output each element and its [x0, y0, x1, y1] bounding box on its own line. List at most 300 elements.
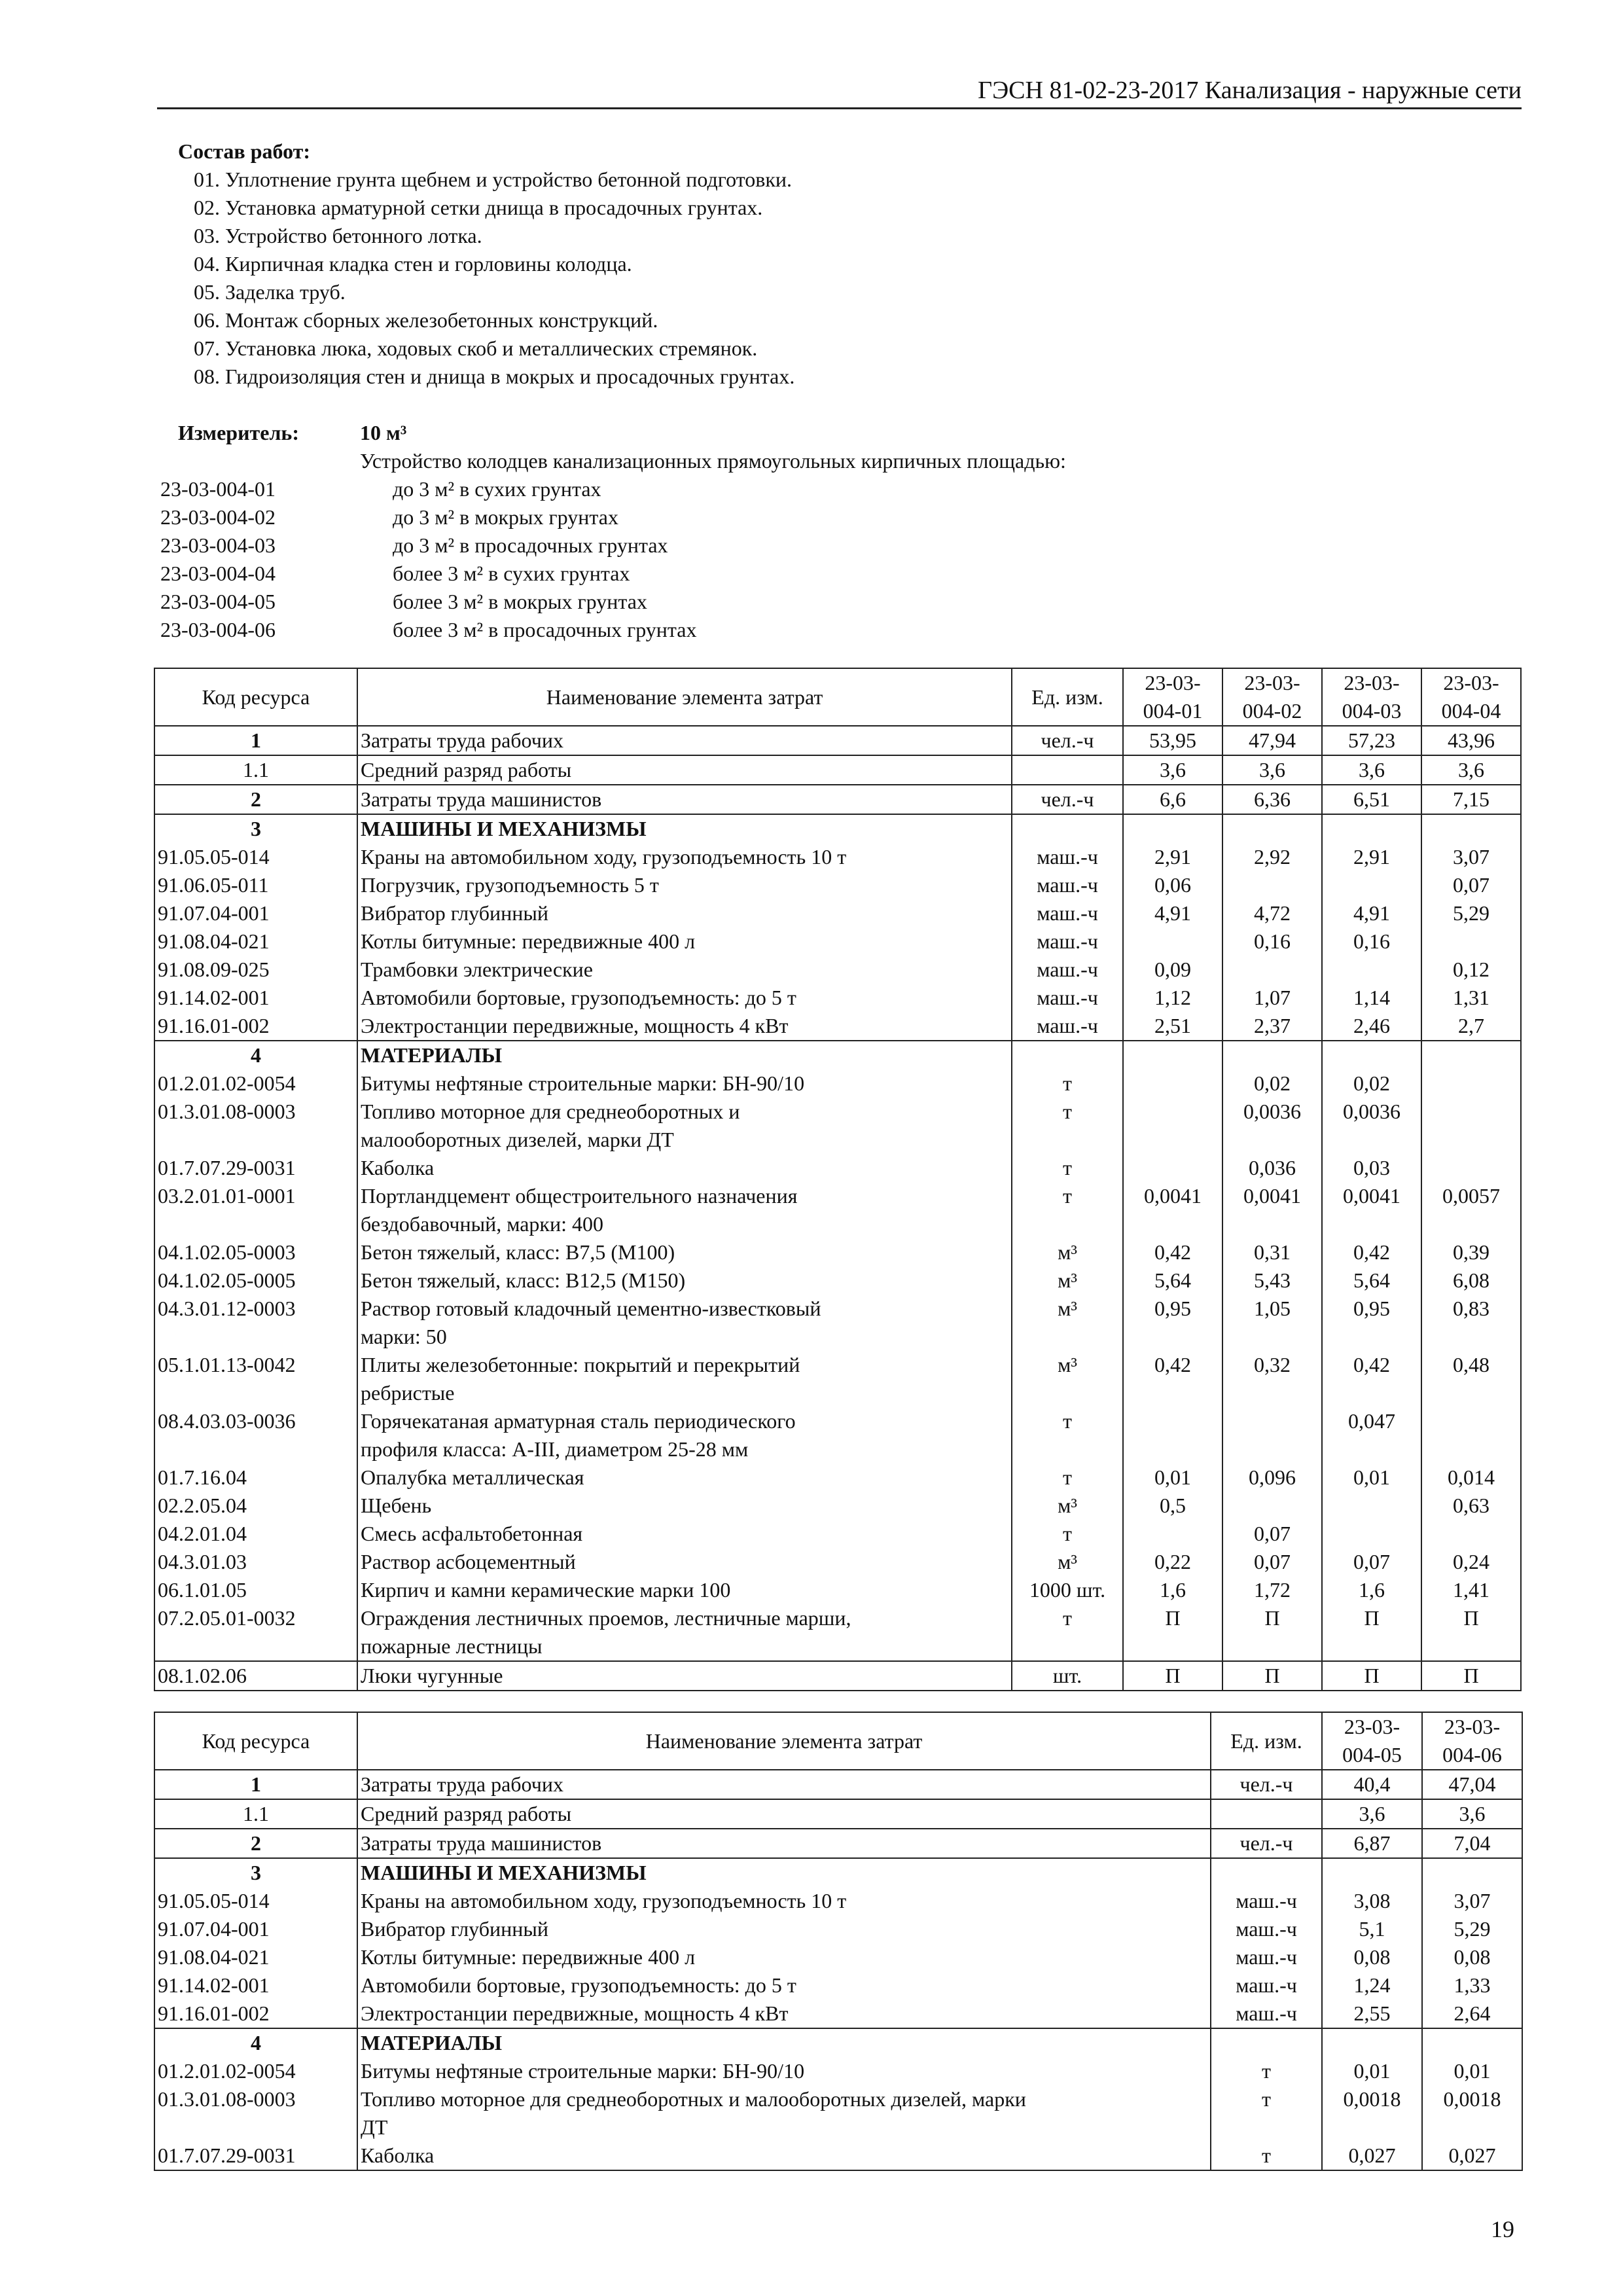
cell-code: 91.08.04-021 [154, 927, 357, 956]
cell-name: Затраты труда машинистов [357, 785, 1012, 814]
table-row [154, 1463, 1521, 1492]
cell-value: 0,014 [1421, 1463, 1521, 1492]
table-row [154, 726, 1521, 755]
cell-value [1222, 1041, 1322, 1069]
cell-value [1421, 1435, 1521, 1463]
works-item: 08. Гидроизоляция стен и днища в мокрых и просадочных грунтах. [194, 365, 795, 388]
cell-name: Краны на автомобильном ходу, грузоподъемность 10 т [357, 1887, 1211, 1915]
cell-value [1322, 814, 1421, 843]
cell-code: 01.2.01.02-0054 [154, 1069, 357, 1098]
cell-value [1421, 1069, 1521, 1098]
meter-label: Измеритель: [178, 421, 299, 444]
cell-value: 0,01 [1322, 2057, 1422, 2085]
table-row [154, 1858, 1522, 1887]
cell-value: 1,6 [1322, 1576, 1421, 1604]
col-header-code: Код ресурса [154, 668, 357, 726]
cell-name: МАШИНЫ И МЕХАНИЗМЫ [357, 1858, 1211, 1887]
cell-name: Затраты труда рабочих [357, 1770, 1211, 1799]
works-item: 07. Установка люка, ходовых скоб и металлических стремянок. [194, 336, 758, 360]
cell-value: 1,31 [1421, 984, 1521, 1012]
cell-unit: чел.-ч [1211, 1770, 1322, 1799]
cell-value: 0,08 [1422, 1943, 1522, 1971]
table-row [154, 1770, 1522, 1799]
col-header-name: Наименование элемента затрат [357, 668, 1012, 726]
meter-item-code: 23-03-004-03 [160, 533, 276, 557]
cell-unit [1012, 755, 1123, 785]
meter-item [160, 560, 1207, 588]
cell-value: 4,91 [1322, 899, 1421, 927]
works-item: 04. Кирпичная кладка стен и горловины колодца. [194, 252, 632, 276]
cell-unit: т [1012, 1182, 1123, 1210]
cell-value [1322, 871, 1421, 899]
cell-unit: маш.-ч [1012, 1012, 1123, 1041]
works-item: 06. Монтаж сборных железобетонных конструкций. [194, 308, 658, 332]
cell-name: Средний разряд работы [357, 755, 1012, 785]
cell-value: 3,6 [1421, 755, 1521, 785]
meter-item-code: 23-03-004-06 [160, 618, 276, 641]
table-row [154, 1492, 1521, 1520]
cell-code: 2 [154, 785, 357, 814]
cell-unit: т [1012, 1520, 1123, 1548]
cell-value [1322, 1210, 1421, 1238]
cell-code: 91.06.05-011 [154, 871, 357, 899]
cell-value [1123, 1379, 1222, 1407]
cell-value: П [1222, 1661, 1322, 1691]
cell-unit: т [1211, 2057, 1322, 2085]
cell-name: Битумы нефтяные строительные марки: БН-90/10 [357, 1069, 1012, 1098]
cell-code: 08.4.03.03-0036 [154, 1407, 357, 1435]
cell-code: 01.7.07.29-0031 [154, 2142, 357, 2170]
cell-value: 4,72 [1222, 899, 1322, 927]
table-row [154, 1548, 1521, 1576]
cell-code: 04.1.02.05-0003 [154, 1238, 357, 1266]
cell-code: 91.16.01-002 [154, 2000, 357, 2028]
cell-code: 02.2.05.04 [154, 1492, 357, 1520]
cell-value [1422, 2113, 1522, 2142]
cell-name: Вибратор глубинный [357, 899, 1012, 927]
table-body [154, 1770, 1522, 2170]
cell-value [1322, 1858, 1422, 1887]
cell-value: 0,07 [1222, 1520, 1322, 1548]
cell-value: 1,05 [1222, 1295, 1322, 1323]
cell-name: Вибратор глубинный [357, 1915, 1211, 1943]
meter-item-code: 23-03-004-01 [160, 477, 276, 501]
cell-code: 4 [154, 1041, 357, 1069]
cell-name: Трамбовки электрические [357, 956, 1012, 984]
cell-unit: маш.-ч [1012, 927, 1123, 956]
table-row [154, 1829, 1522, 1858]
cell-code: 1.1 [154, 755, 357, 785]
cell-name: Битумы нефтяные строительные марки: БН-90/10 [357, 2057, 1211, 2085]
cell-code: 01.3.01.08-0003 [154, 2085, 357, 2113]
cell-value [1422, 1858, 1522, 1887]
cell-value [1421, 1520, 1521, 1548]
cell-value [1322, 956, 1421, 984]
cell-value: 2,51 [1123, 1012, 1222, 1041]
cell-value: 1,41 [1421, 1576, 1521, 1604]
cell-value: 0,09 [1123, 956, 1222, 984]
cell-value [1421, 1407, 1521, 1435]
cell-value: 0,42 [1123, 1238, 1222, 1266]
resource-table-1 [154, 668, 1522, 1691]
cell-value: 53,95 [1123, 726, 1222, 755]
cell-name: Смесь асфальтобетонная [357, 1520, 1012, 1548]
meter-item-text: до 3 м² в сухих грунтах [393, 477, 601, 501]
table-row [154, 1126, 1521, 1154]
cell-value [1322, 1379, 1421, 1407]
cell-unit: маш.-ч [1211, 1943, 1322, 1971]
cell-value: 1,72 [1222, 1576, 1322, 1604]
cell-code [154, 1126, 357, 1154]
cell-value [1421, 1210, 1521, 1238]
cell-name: ребристые [357, 1379, 1012, 1407]
table-row [154, 984, 1521, 1012]
cell-value: 0,16 [1322, 927, 1421, 956]
table-row [154, 2028, 1522, 2057]
cell-value: 0,02 [1322, 1069, 1421, 1098]
cell-code: 04.3.01.12-0003 [154, 1295, 357, 1323]
cell-code: 01.2.01.02-0054 [154, 2057, 357, 2085]
cell-value: 0,95 [1322, 1295, 1421, 1323]
cell-code: 1 [154, 1770, 357, 1799]
cell-value: 0,03 [1322, 1154, 1421, 1182]
cell-value: 0,096 [1222, 1463, 1322, 1492]
cell-value: 0,48 [1421, 1351, 1521, 1379]
cell-value: 2,7 [1421, 1012, 1521, 1041]
cell-name: Электростанции передвижные, мощность 4 кВт [357, 2000, 1211, 2028]
meter-section [160, 419, 1207, 644]
table-row [154, 1576, 1521, 1604]
cell-code: 04.1.02.05-0005 [154, 1266, 357, 1295]
cell-name: Котлы битумные: передвижные 400 л [357, 1943, 1211, 1971]
table-row [154, 1154, 1521, 1182]
cell-value [1322, 1126, 1421, 1154]
table-row [154, 1351, 1521, 1379]
cell-unit [1012, 814, 1123, 843]
meter-item [160, 531, 1207, 560]
cell-value: 6,36 [1222, 785, 1322, 814]
cell-value: 1,6 [1123, 1576, 1222, 1604]
cell-value [1322, 1520, 1421, 1548]
cell-name: Бетон тяжелый, класс: В7,5 (М100) [357, 1238, 1012, 1266]
cell-unit [1012, 1126, 1123, 1154]
cell-code: 08.1.02.06 [154, 1661, 357, 1691]
cell-name: Топливо моторное для среднеоборотных и [357, 1098, 1012, 1126]
cell-name: бездобавочный, марки: 400 [357, 1210, 1012, 1238]
cell-value: 0,01 [1322, 1463, 1421, 1492]
table-row [154, 2057, 1522, 2085]
cell-unit: маш.-ч [1012, 843, 1123, 871]
meter-item-code: 23-03-004-02 [160, 505, 276, 529]
col-header-norm: 23-03-004-01 [1123, 668, 1222, 726]
cell-value: 0,24 [1421, 1548, 1521, 1576]
cell-code: 01.7.07.29-0031 [154, 1154, 357, 1182]
cell-value: 2,91 [1322, 843, 1421, 871]
cell-name: Автомобили бортовые, грузоподъемность: до 5 т [357, 1971, 1211, 2000]
meter-item [160, 475, 1207, 503]
cell-name: Щебень [357, 1492, 1012, 1520]
table-row [154, 785, 1521, 814]
page-number: 19 [1491, 2216, 1514, 2242]
table-row [154, 1295, 1521, 1323]
cell-value [1123, 1632, 1222, 1661]
cell-code: 91.05.05-014 [154, 1887, 357, 1915]
table-row [154, 1887, 1522, 1915]
cell-code [154, 1323, 357, 1351]
resource-table-2 [154, 1712, 1523, 2171]
cell-value [1421, 1379, 1521, 1407]
cell-unit: т [1012, 1604, 1123, 1632]
table-row [154, 1943, 1522, 1971]
cell-unit: маш.-ч [1012, 984, 1123, 1012]
cell-value: 2,64 [1422, 2000, 1522, 2028]
table-row [154, 956, 1521, 984]
cell-value: 0,0041 [1222, 1182, 1322, 1210]
table-row [154, 843, 1521, 871]
cell-value [1421, 1323, 1521, 1351]
meter-description: Устройство колодцев канализационных прямоугольных кирпичных площадью: [360, 449, 1066, 473]
cell-code: 91.08.04-021 [154, 1943, 357, 1971]
cell-value [1123, 1323, 1222, 1351]
cell-value [1123, 1435, 1222, 1463]
cell-value: 5,29 [1422, 1915, 1522, 1943]
cell-name: Кирпич и камни керамические марки 100 [357, 1576, 1012, 1604]
cell-value: П [1322, 1604, 1421, 1632]
cell-value: 2,91 [1123, 843, 1222, 871]
cell-unit [1012, 1210, 1123, 1238]
cell-code: 91.07.04-001 [154, 899, 357, 927]
cell-name: Погрузчик, грузоподъемность 5 т [357, 871, 1012, 899]
cell-unit [1211, 2113, 1322, 2142]
cell-value: 3,6 [1422, 1799, 1522, 1829]
cell-unit [1211, 1799, 1322, 1829]
cell-value: 0,027 [1322, 2142, 1422, 2170]
cell-value: 47,94 [1222, 726, 1322, 755]
cell-value [1322, 1435, 1421, 1463]
cell-code: 07.2.05.01-0032 [154, 1604, 357, 1632]
col-header-unit: Ед. изм. [1211, 1712, 1322, 1770]
cell-value: 43,96 [1421, 726, 1521, 755]
col-header-norm: 23-03-004-04 [1421, 668, 1521, 726]
cell-code: 91.16.01-002 [154, 1012, 357, 1041]
cell-value [1322, 1632, 1421, 1661]
cell-code: 04.3.01.03 [154, 1548, 357, 1576]
cell-name: профиля класса: А-III, диаметром 25-28 мм [357, 1435, 1012, 1463]
cell-name: пожарные лестницы [357, 1632, 1012, 1661]
cell-value: 0,07 [1322, 1548, 1421, 1576]
cell-name: Каболка [357, 2142, 1211, 2170]
cell-value [1421, 1126, 1521, 1154]
cell-value: 6,6 [1123, 785, 1222, 814]
cell-value [1222, 956, 1322, 984]
cell-value: 0,12 [1421, 956, 1521, 984]
table-row [154, 871, 1521, 899]
cell-value: П [1421, 1661, 1521, 1691]
cell-value [1123, 927, 1222, 956]
table-row [154, 755, 1521, 785]
cell-unit [1012, 1323, 1123, 1351]
cell-value [1123, 1520, 1222, 1548]
cell-value: 4,91 [1123, 899, 1222, 927]
cell-code: 06.1.01.05 [154, 1576, 357, 1604]
cell-name: МАТЕРИАЛЫ [357, 2028, 1211, 2057]
cell-name: Люки чугунные [357, 1661, 1012, 1691]
cell-value: 0,22 [1123, 1548, 1222, 1576]
cell-value: 2,55 [1322, 2000, 1422, 2028]
cell-value: 1,07 [1222, 984, 1322, 1012]
cell-value: 3,07 [1421, 843, 1521, 871]
cell-value: 0,32 [1222, 1351, 1322, 1379]
cell-value: 3,07 [1422, 1887, 1522, 1915]
meter-item-text: более 3 м² в мокрых грунтах [393, 590, 647, 613]
cell-value [1123, 1069, 1222, 1098]
cell-value [1421, 814, 1521, 843]
cell-code: 03.2.01.01-0001 [154, 1182, 357, 1210]
cell-unit: маш.-ч [1012, 956, 1123, 984]
cell-code: 3 [154, 1858, 357, 1887]
cell-code: 4 [154, 2028, 357, 2057]
cell-name: Автомобили бортовые, грузоподъемность: до 5 т [357, 984, 1012, 1012]
cell-value: П [1222, 1604, 1322, 1632]
cell-code: 01.3.01.08-0003 [154, 1098, 357, 1126]
cell-unit [1211, 2028, 1322, 2057]
cell-value: 0,027 [1422, 2142, 1522, 2170]
cell-unit: маш.-ч [1211, 1971, 1322, 2000]
cell-unit [1012, 1632, 1123, 1661]
cell-value [1222, 1407, 1322, 1435]
cell-value: 3,08 [1322, 1887, 1422, 1915]
cell-value: 0,02 [1222, 1069, 1322, 1098]
works-list [178, 166, 794, 391]
cell-unit [1012, 1041, 1123, 1069]
cell-value [1322, 2113, 1422, 2142]
cell-value: 0,06 [1123, 871, 1222, 899]
cell-unit: чел.-ч [1211, 1829, 1322, 1858]
table-row [154, 1661, 1521, 1691]
table-row [154, 1435, 1521, 1463]
cell-value: 0,16 [1222, 927, 1322, 956]
meter-item [160, 503, 1207, 531]
cell-value: 0,39 [1421, 1238, 1521, 1266]
cell-name: Затраты труда рабочих [357, 726, 1012, 755]
cell-unit: чел.-ч [1012, 785, 1123, 814]
cell-value: 0,047 [1322, 1407, 1421, 1435]
table-row [154, 2113, 1522, 2142]
cell-value [1421, 1154, 1521, 1182]
cell-value: 7,04 [1422, 1829, 1522, 1858]
meter-item-text: до 3 м² в мокрых грунтах [393, 505, 618, 529]
cell-name: Плиты железобетонные: покрытий и перекрытий [357, 1351, 1012, 1379]
table-row [154, 1971, 1522, 2000]
works-section [178, 137, 794, 391]
cell-unit: маш.-ч [1012, 899, 1123, 927]
meter-item-code: 23-03-004-04 [160, 562, 276, 585]
table-row [154, 1098, 1521, 1126]
table-header-row [154, 1712, 1522, 1770]
col-header-norm: 23-03-004-06 [1422, 1712, 1522, 1770]
cell-value: 1,24 [1322, 1971, 1422, 2000]
meter-item-text: более 3 м² в просадочных грунтах [393, 618, 697, 641]
table-body [154, 726, 1521, 1691]
cell-value: 2,92 [1222, 843, 1322, 871]
col-header-code: Код ресурса [154, 1712, 357, 1770]
cell-unit: т [1211, 2085, 1322, 2113]
cell-unit: м³ [1012, 1492, 1123, 1520]
cell-name: Электростанции передвижные, мощность 4 кВт [357, 1012, 1012, 1041]
cell-name: Котлы битумные: передвижные 400 л [357, 927, 1012, 956]
cell-code [154, 1435, 357, 1463]
cell-value [1123, 1407, 1222, 1435]
cell-name: Опалубка металлическая [357, 1463, 1012, 1492]
cell-unit: 1000 шт. [1012, 1576, 1123, 1604]
cell-value: 0,0018 [1322, 2085, 1422, 2113]
cell-name: Затраты труда машинистов [357, 1829, 1211, 1858]
cell-unit: т [1211, 2142, 1322, 2170]
works-title: Состав работ: [178, 139, 311, 163]
table-row [154, 1266, 1521, 1295]
cell-unit: маш.-ч [1211, 2000, 1322, 2028]
table-row [154, 814, 1521, 843]
cell-value: 3,6 [1222, 755, 1322, 785]
table-row [154, 2000, 1522, 2028]
cell-value [1123, 1041, 1222, 1069]
cell-value [1222, 1435, 1322, 1463]
cell-value [1421, 1632, 1521, 1661]
cell-name: малооборотных дизелей, марки ДТ [357, 1126, 1012, 1154]
cell-value: П [1123, 1604, 1222, 1632]
cell-value [1222, 1126, 1322, 1154]
cell-value: П [1421, 1604, 1521, 1632]
cell-value: 7,15 [1421, 785, 1521, 814]
cell-value [1322, 2028, 1422, 2057]
cell-value [1222, 1323, 1322, 1351]
cell-value: 3,6 [1322, 1799, 1422, 1829]
cell-value [1123, 814, 1222, 843]
cell-unit [1012, 1435, 1123, 1463]
cell-value: 1,12 [1123, 984, 1222, 1012]
meter-item-text: более 3 м² в сухих грунтах [393, 562, 630, 585]
cell-unit: м³ [1012, 1266, 1123, 1295]
table-row [154, 2142, 1522, 2170]
cell-value: 57,23 [1322, 726, 1421, 755]
col-header-norm: 23-03-004-03 [1322, 668, 1421, 726]
meter-value: 10 м³ [360, 421, 407, 444]
cell-name: МАТЕРИАЛЫ [357, 1041, 1012, 1069]
cell-value: 0,0018 [1422, 2085, 1522, 2113]
cell-value: 1,33 [1422, 1971, 1522, 2000]
page-header [157, 73, 1522, 109]
table-row [154, 1379, 1521, 1407]
cell-unit: маш.-ч [1211, 1887, 1322, 1915]
cell-unit: маш.-ч [1012, 871, 1123, 899]
cell-code: 05.1.01.13-0042 [154, 1351, 357, 1379]
cell-code: 1.1 [154, 1799, 357, 1829]
cell-value: 0,08 [1322, 1943, 1422, 1971]
cell-name: Краны на автомобильном ходу, грузоподъемность 10 т [357, 843, 1012, 871]
cell-value: 3,6 [1322, 755, 1421, 785]
cell-code [154, 1379, 357, 1407]
meter-item-code: 23-03-004-05 [160, 590, 276, 613]
cell-value: 0,07 [1421, 871, 1521, 899]
cell-value: 40,4 [1322, 1770, 1422, 1799]
cell-value [1222, 814, 1322, 843]
table-row [154, 1069, 1521, 1098]
table-row [154, 1012, 1521, 1041]
cell-value: П [1123, 1661, 1222, 1691]
cell-value: 0,83 [1421, 1295, 1521, 1323]
cell-value: 5,43 [1222, 1266, 1322, 1295]
cell-value: 0,07 [1222, 1548, 1322, 1576]
